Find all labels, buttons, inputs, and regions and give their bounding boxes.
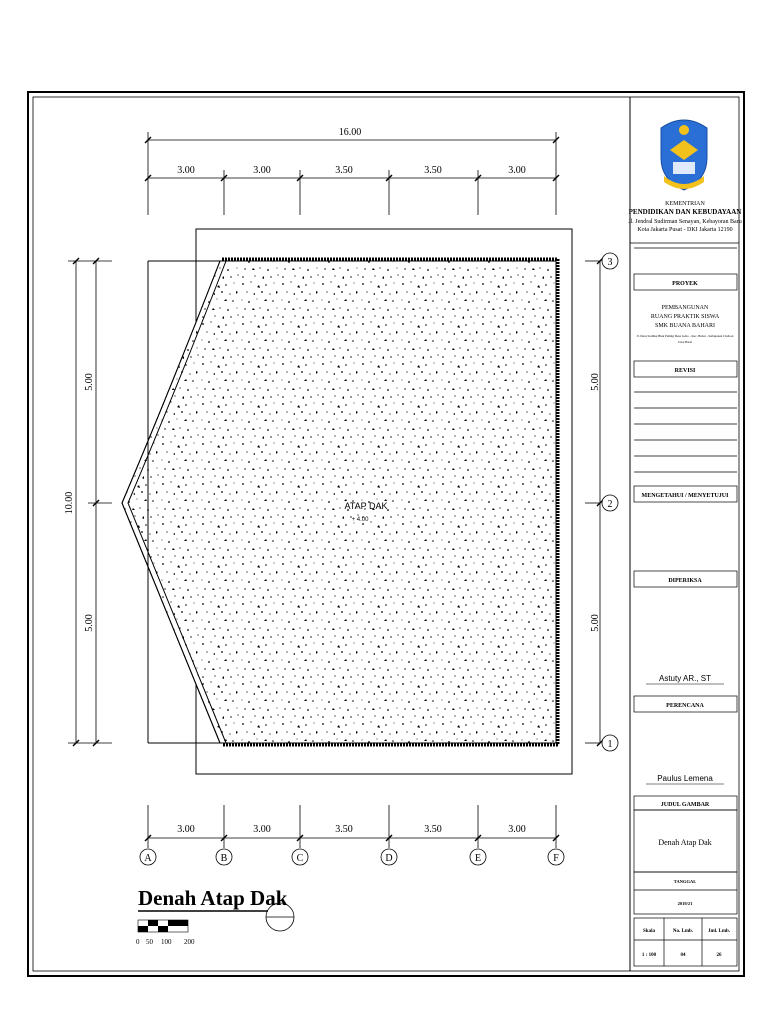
roof-label: ATAP DAK (344, 501, 388, 511)
scale-value: 1 : 100 (641, 953, 657, 958)
top-dim-5: 3.00 (508, 165, 526, 176)
roof-plan (122, 229, 572, 774)
planner-header: PERENCANA (666, 703, 704, 709)
project-region: Jawa Barat (677, 340, 693, 344)
project-header: PROYEK (672, 281, 698, 287)
ministry-logo (661, 120, 707, 190)
ministry-line2: PENDIDIKAN DAN KEBUDAYAAN (628, 208, 742, 216)
grid-label-B: B (220, 853, 228, 864)
project-line2: RUANG PRAKTIK SISWA (650, 314, 720, 320)
scale-tick-50: 50 (146, 938, 153, 946)
grid-label-2: 2 (607, 499, 613, 510)
top-dim-2: 3.00 (253, 165, 271, 176)
address-line1: Jl. Jendral Sudirman Senayan, Kebayoran Baru (628, 219, 742, 225)
sheet-total-header: Jml. Lmb. (707, 929, 731, 934)
revisi-header: REVISI (674, 368, 696, 374)
grid-label-3: 3 (607, 257, 613, 268)
scale-tick-0: 0 (136, 938, 140, 946)
sheet-no-header: No. Lmb. (672, 929, 694, 934)
scale-tick-200: 200 (184, 938, 195, 946)
scale-bar-block (168, 920, 188, 926)
grid-label-D: D (385, 853, 393, 864)
bottom-dim-4: 3.50 (424, 824, 442, 835)
planner-name: Paulus Lemena (657, 774, 713, 783)
ministry-line1: KEMENTRIAN (665, 201, 705, 207)
approve-header: MENGETAHUI / MENYETUJUI (641, 493, 729, 499)
top-dim-3: 3.50 (335, 165, 353, 176)
sheet-total-value: 26 (716, 953, 722, 958)
bottom-dim-5: 3.00 (508, 824, 526, 835)
scale-bar-block (158, 926, 168, 932)
right-dim-1: 5.00 (590, 373, 601, 391)
bottom-dim-2: 3.00 (253, 824, 271, 835)
sheet-no-value: 04 (680, 953, 686, 958)
title-block-grid (630, 243, 739, 966)
check-header: DIPERIKSA (668, 578, 702, 584)
address-line2: Kota Jakarta Pusat - DKI Jakarta 12190 (637, 227, 733, 233)
drawing-title-value: Denah Atap Dak (658, 838, 712, 847)
bottom-dim-3: 3.50 (335, 824, 353, 835)
grid-label-A: A (144, 853, 152, 864)
top-dim-4: 3.50 (424, 165, 442, 176)
scale-bar (138, 920, 188, 932)
tb-box-sheet (634, 918, 737, 966)
date-value: 2019/21 (677, 901, 693, 906)
scale-bar-block (138, 926, 148, 932)
right-dimensions (585, 253, 618, 751)
left-overall-text: 10.00 (64, 491, 75, 515)
drawing-title: Denah Atap Dak (138, 886, 288, 910)
grid-label-F: F (553, 853, 559, 864)
scale-bar-block (148, 920, 158, 926)
right-dim-2: 5.00 (590, 614, 601, 632)
roof-level: + 4.00 (351, 517, 369, 523)
overall-dim-text: 16.00 (338, 127, 362, 138)
grid-label-E: E (474, 853, 482, 864)
grid-label-1: 1 (607, 739, 613, 750)
scale-tick-100: 100 (161, 938, 172, 946)
left-dim-2: 5.00 (84, 614, 95, 632)
project-line1: PEMBANGUNAN (661, 305, 709, 311)
logo-star (679, 125, 689, 135)
left-dim-1: 5.00 (84, 373, 95, 391)
drawing-title-header: JUDUL GAMBAR (660, 802, 710, 808)
project-line3: SMK BUANA BAHARI (654, 323, 716, 329)
top-dim-1: 3.00 (177, 165, 195, 176)
date-header: TANGGAL (673, 879, 697, 884)
roof-slab (122, 261, 556, 743)
scale-header: Skala (643, 929, 655, 934)
grid-label-C: C (296, 853, 304, 864)
checker-name: Astuty AR., ST (658, 674, 712, 683)
bottom-dim-1: 3.00 (177, 824, 195, 835)
project-address: Jl. Desa Sardika Blok Pahing Desa Gebo - Kec. Babar - Kabupaten Cirebon (636, 334, 734, 338)
logo-book (673, 162, 695, 174)
column-grid-bubbles (140, 849, 564, 865)
